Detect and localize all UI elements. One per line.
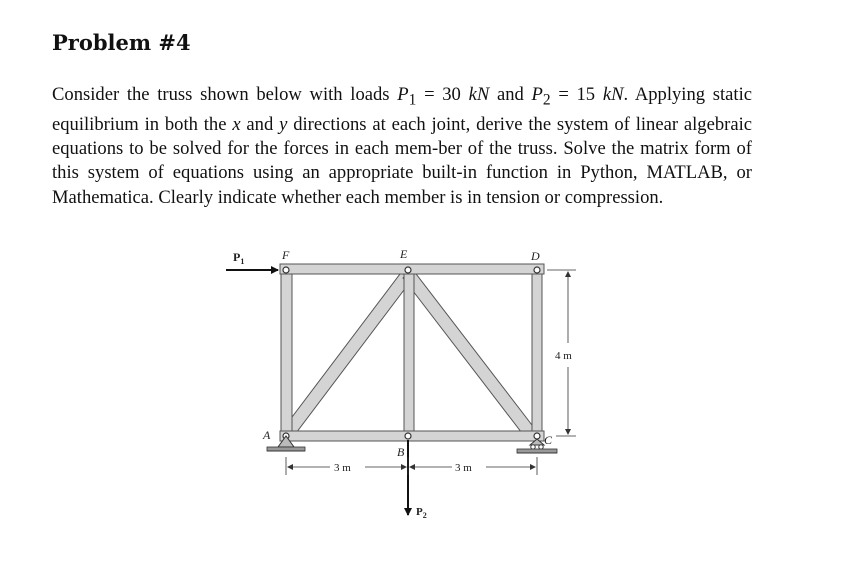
dimension-label-height: 4 m	[555, 350, 572, 362]
joint-b-pin	[405, 433, 411, 439]
member-dc	[532, 268, 542, 438]
member-ae	[283, 270, 413, 437]
dimension-label-left: 3 m	[334, 462, 351, 474]
problem-statement: Consider the truss shown below with loads $P_1 = 30$ kN and $P_2 = 15$ kN. Applying static equilibrium in both the x and y directions at each joint, derive the system of linear algebraic equations to be solved for the forces in each mem-ber of the truss. Solve the matrix form of this system of equations using an appropriate built-in function in Python, MATLAB, or Mathematica. Clearly indicate whether each member is in tension or compression.	[52, 84, 753, 208]
joint-label-e: E	[400, 247, 408, 261]
joint-e-pin	[405, 267, 411, 273]
joint-d-pin	[534, 267, 540, 273]
member-fd	[280, 264, 544, 274]
joint-f-pin	[283, 267, 289, 273]
problem-title: Problem #4	[52, 30, 191, 55]
joint-label-c: C	[544, 433, 553, 447]
member-eb	[404, 268, 414, 438]
joint-label-d: D	[531, 249, 540, 263]
member-ec	[403, 270, 535, 437]
dimension-label-right: 3 m	[455, 462, 472, 474]
joint-label-f: F	[282, 248, 290, 262]
joint-label-a: A	[263, 428, 271, 442]
member-ac	[280, 431, 544, 441]
member-af	[281, 268, 292, 438]
load-p1-label: $P_1$	[233, 250, 245, 266]
truss-figure	[220, 243, 600, 533]
load-p2-label: $P_2$	[416, 506, 427, 520]
joint-label-b: B	[397, 445, 405, 459]
joint-c-pin	[534, 433, 540, 439]
dimension-horizontal	[286, 457, 537, 475]
